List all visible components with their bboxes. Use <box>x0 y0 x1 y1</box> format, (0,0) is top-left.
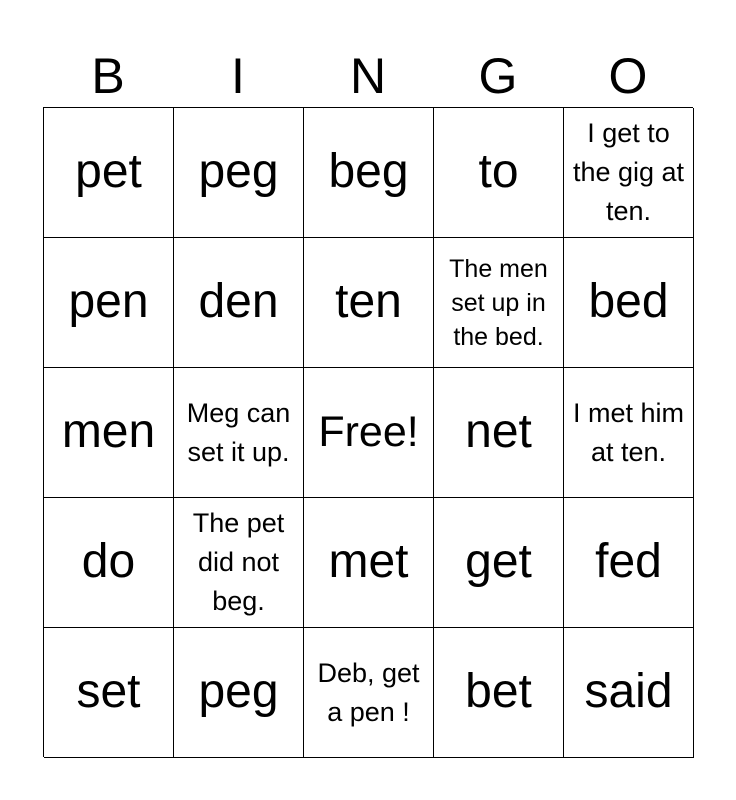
cell-text: pen <box>68 275 149 329</box>
bingo-cell[interactable] <box>304 498 434 628</box>
bingo-cell[interactable] <box>304 108 434 238</box>
cell-text: beg <box>328 145 409 199</box>
free-space-text: Free! <box>318 407 419 456</box>
cell-text: den <box>198 275 279 329</box>
cell-text: I met him at ten. <box>572 397 685 467</box>
bingo-cell[interactable] <box>44 108 174 238</box>
bingo-board <box>43 107 693 757</box>
bingo-cell[interactable] <box>434 368 564 498</box>
cell-text: peg <box>198 145 279 199</box>
bingo-cell[interactable] <box>174 498 304 628</box>
cell-text: ten <box>335 275 402 329</box>
cell-text: get <box>465 535 532 589</box>
bingo-cell[interactable] <box>564 108 694 238</box>
bingo-cell[interactable] <box>304 628 434 758</box>
cell-text: said <box>584 665 673 719</box>
cell-text: bet <box>465 665 532 719</box>
bingo-cell[interactable] <box>44 238 174 368</box>
cell-text: net <box>465 405 532 459</box>
header-letter-i: I <box>231 48 245 104</box>
bingo-cell[interactable] <box>564 238 694 368</box>
bingo-cell[interactable] <box>564 628 694 758</box>
cell-text: peg <box>198 665 279 719</box>
bingo-cell[interactable] <box>174 238 304 368</box>
bingo-cell[interactable] <box>434 238 564 368</box>
cell-text: set <box>76 665 141 719</box>
cell-text: The men set up in the bed. <box>449 254 548 351</box>
bingo-cell[interactable] <box>304 238 434 368</box>
header-letter-n: N <box>349 48 387 104</box>
cell-text: bed <box>588 275 669 329</box>
bingo-cell[interactable] <box>44 368 174 498</box>
cell-text: do <box>81 535 136 589</box>
cell-text: Meg can set it up. <box>186 397 291 467</box>
bingo-cell[interactable] <box>174 628 304 758</box>
cell-text: The pet did not beg. <box>192 508 285 616</box>
free-space-cell[interactable] <box>304 368 434 498</box>
header-letter-g: G <box>478 48 518 104</box>
cell-text: to <box>478 145 519 199</box>
header-letter-b: B <box>91 48 125 104</box>
bingo-cell[interactable] <box>434 108 564 238</box>
bingo-cell[interactable] <box>174 108 304 238</box>
header-letter-o: O <box>608 48 648 104</box>
bingo-cell[interactable] <box>564 368 694 498</box>
bingo-header <box>43 48 693 104</box>
bingo-cell[interactable] <box>44 628 174 758</box>
cell-text: I get to the gig at ten. <box>572 118 685 226</box>
cell-text: fed <box>595 535 662 589</box>
cell-text: Deb, get a pen ! <box>317 657 420 727</box>
cell-text: men <box>61 405 156 459</box>
bingo-cell[interactable] <box>434 628 564 758</box>
cell-text: pet <box>75 145 142 199</box>
bingo-cell[interactable] <box>44 498 174 628</box>
cell-text: met <box>328 535 409 589</box>
bingo-cell[interactable] <box>174 368 304 498</box>
bingo-cell[interactable] <box>564 498 694 628</box>
bingo-cell[interactable] <box>434 498 564 628</box>
